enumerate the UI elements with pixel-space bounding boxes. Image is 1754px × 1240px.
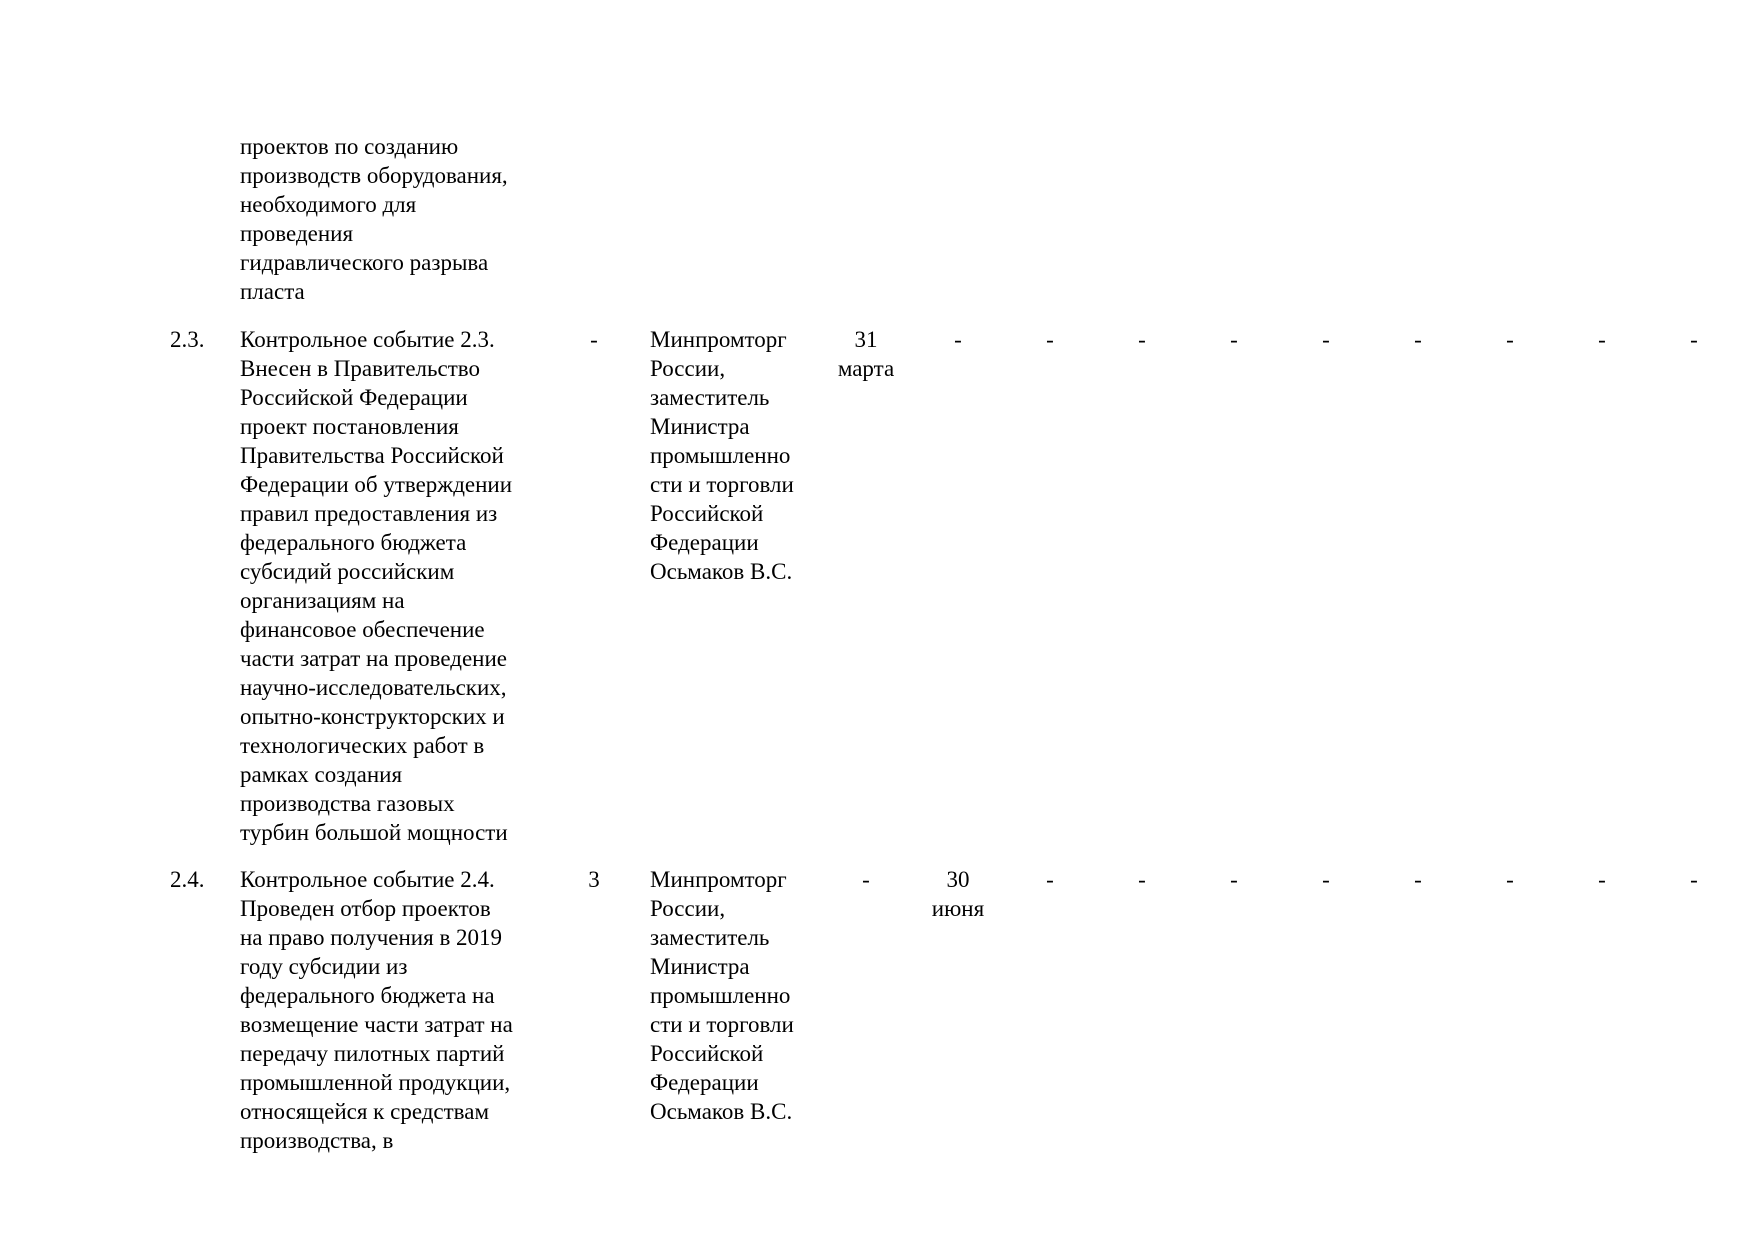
row-2-3-responsible: Минпромторг России, заместитель Министра промышленно сти и торговли Российской Федерации Осьмаков В.С. xyxy=(650,327,794,584)
row-2-4-col-5: - xyxy=(1414,867,1422,892)
row-2-4-date-q1: - xyxy=(862,867,870,892)
row-2-3-col-5: - xyxy=(1414,327,1422,352)
row-2-4-date-q2: 30 июня xyxy=(931,867,985,921)
row-2-4-col-7: - xyxy=(1598,867,1606,892)
row-2-3-col-3: - xyxy=(1230,327,1238,352)
row-2-4-col-4: - xyxy=(1322,867,1330,892)
row-2-4-col-3: - xyxy=(1230,867,1238,892)
row-2-3-date-q2: - xyxy=(954,327,962,352)
row-2-4-type: 3 xyxy=(588,867,600,892)
row-2-3-col-6: - xyxy=(1506,327,1514,352)
row-2-3-col-8: - xyxy=(1690,327,1698,352)
row-2-4-description: Контрольное событие 2.4. Проведен отбор проектов на право получения в 2019 году субсидии из федерального бюджета на возмещение части затрат на передачу пилотных партий промышленной продукции, относящейся к средствам производства, в xyxy=(240,867,513,1153)
row-2-3-col-1: - xyxy=(1046,327,1054,352)
row-2-4-col-2: - xyxy=(1138,867,1146,892)
row-2-4-col-1: - xyxy=(1046,867,1054,892)
row-2-4-col-6: - xyxy=(1506,867,1514,892)
row-2-4-responsible: Минпромторг России, заместитель Министра промышленно сти и торговли Российской Федерации Осьмаков В.С. xyxy=(650,867,794,1124)
row-2-3-number: 2.3. xyxy=(170,327,205,352)
continuation-description: проектов по созданию производств оборудования, необходимого для проведения гидравлического разрыва пласта xyxy=(240,134,508,304)
row-2-3-description: Контрольное событие 2.3. Внесен в Правительство Российской Федерации проект постановления Правительства Российской Федерации об утверждении правил предоставления из федерального бюджета субсидий российским организациям на финансовое обеспечение части затрат на проведение научно-исследовательских, опытно-конструкторских и технологических работ в рамках создания производства газовых турбин большой мощности xyxy=(240,327,513,845)
row-2-3-col-7: - xyxy=(1598,327,1606,352)
row-2-3-col-4: - xyxy=(1322,327,1330,352)
row-2-3-type: - xyxy=(590,327,598,352)
row-2-3-col-2: - xyxy=(1138,327,1146,352)
row-2-4-number: 2.4. xyxy=(170,867,205,892)
row-2-3-date-q1: 31 марта xyxy=(837,327,895,381)
row-2-4-col-8: - xyxy=(1690,867,1698,892)
